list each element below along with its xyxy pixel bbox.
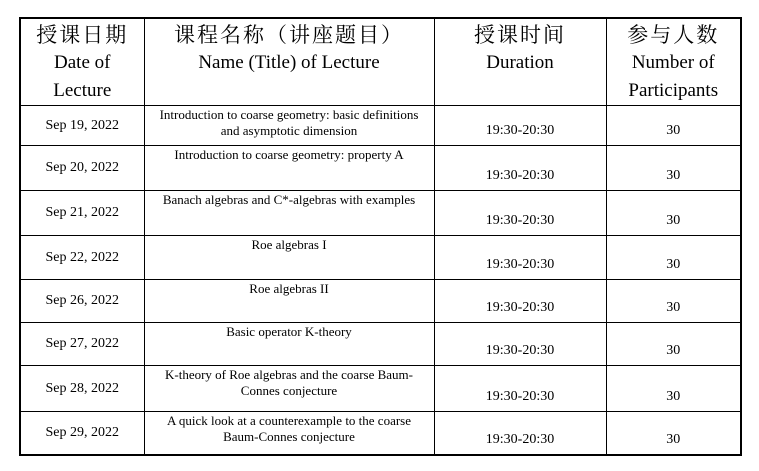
duration-cell: 19:30-20:30 (434, 366, 606, 412)
header-duration-zh: 授课时间 (474, 23, 566, 47)
title-cell: A quick look at a counterexample to the coarse Baum-Connes conjecture (144, 412, 434, 455)
participants-cell: 30 (606, 146, 741, 191)
participants-cell: 30 (606, 323, 741, 366)
header-participants-en-line2: Participants (628, 80, 719, 101)
duration-cell: 19:30-20:30 (434, 236, 606, 280)
title-cell: Introduction to coarse geometry: basic definitions and asymptotic dimension (144, 106, 434, 146)
header-date-en-line2: Lecture (53, 80, 112, 101)
lecture-schedule-table (19, 17, 742, 456)
header-name-en: Name (Title) of Lecture (198, 52, 380, 73)
header-participants (606, 18, 741, 106)
header-row (20, 18, 741, 106)
participants-cell: 30 (606, 366, 741, 412)
participants-cell: 30 (606, 412, 741, 455)
header-duration-en: Duration (486, 52, 554, 73)
table-row (20, 412, 741, 455)
duration-cell: 19:30-20:30 (434, 280, 606, 323)
participants-cell: 30 (606, 236, 741, 280)
participants-cell: 30 (606, 191, 741, 236)
title-cell: Banach algebras and C*-algebras with examples (144, 191, 434, 236)
date-cell: Sep 29, 2022 (20, 412, 144, 455)
duration-cell: 19:30-20:30 (434, 191, 606, 236)
date-cell: Sep 19, 2022 (20, 106, 144, 146)
date-cell: Sep 22, 2022 (20, 236, 144, 280)
header-name-of-lecture (144, 18, 434, 106)
header-date-en-line1: Date of (54, 52, 111, 73)
duration-cell: 19:30-20:30 (434, 412, 606, 455)
participants-cell: 30 (606, 280, 741, 323)
duration-cell: 19:30-20:30 (434, 323, 606, 366)
title-cell: Introduction to coarse geometry: property A (144, 146, 434, 191)
header-date-of-lecture (20, 18, 144, 106)
header-date-zh: 授课日期 (36, 23, 129, 47)
title-cell: Basic operator K-theory (144, 323, 434, 366)
date-cell: Sep 28, 2022 (20, 366, 144, 412)
date-cell: Sep 21, 2022 (20, 191, 144, 236)
title-cell: Roe algebras II (144, 280, 434, 323)
title-cell: Roe algebras I (144, 236, 434, 280)
title-cell: K-theory of Roe algebras and the coarse Baum-Connes conjecture (144, 366, 434, 412)
table-row (20, 191, 741, 236)
header-duration (434, 18, 606, 106)
table-row (20, 146, 741, 191)
participants-cell: 30 (606, 106, 741, 146)
header-participants-en-line1: Number of (631, 52, 715, 73)
date-cell: Sep 27, 2022 (20, 323, 144, 366)
date-cell: Sep 20, 2022 (20, 146, 144, 191)
header-participants-zh: 参与人数 (627, 23, 720, 47)
header-name-zh: 课程名称（讲座题目） (174, 23, 404, 47)
table-row (20, 366, 741, 412)
duration-cell: 19:30-20:30 (434, 146, 606, 191)
table-row (20, 280, 741, 323)
table-row (20, 106, 741, 146)
date-cell: Sep 26, 2022 (20, 280, 144, 323)
duration-cell: 19:30-20:30 (434, 106, 606, 146)
table-row (20, 323, 741, 366)
table-row (20, 236, 741, 280)
